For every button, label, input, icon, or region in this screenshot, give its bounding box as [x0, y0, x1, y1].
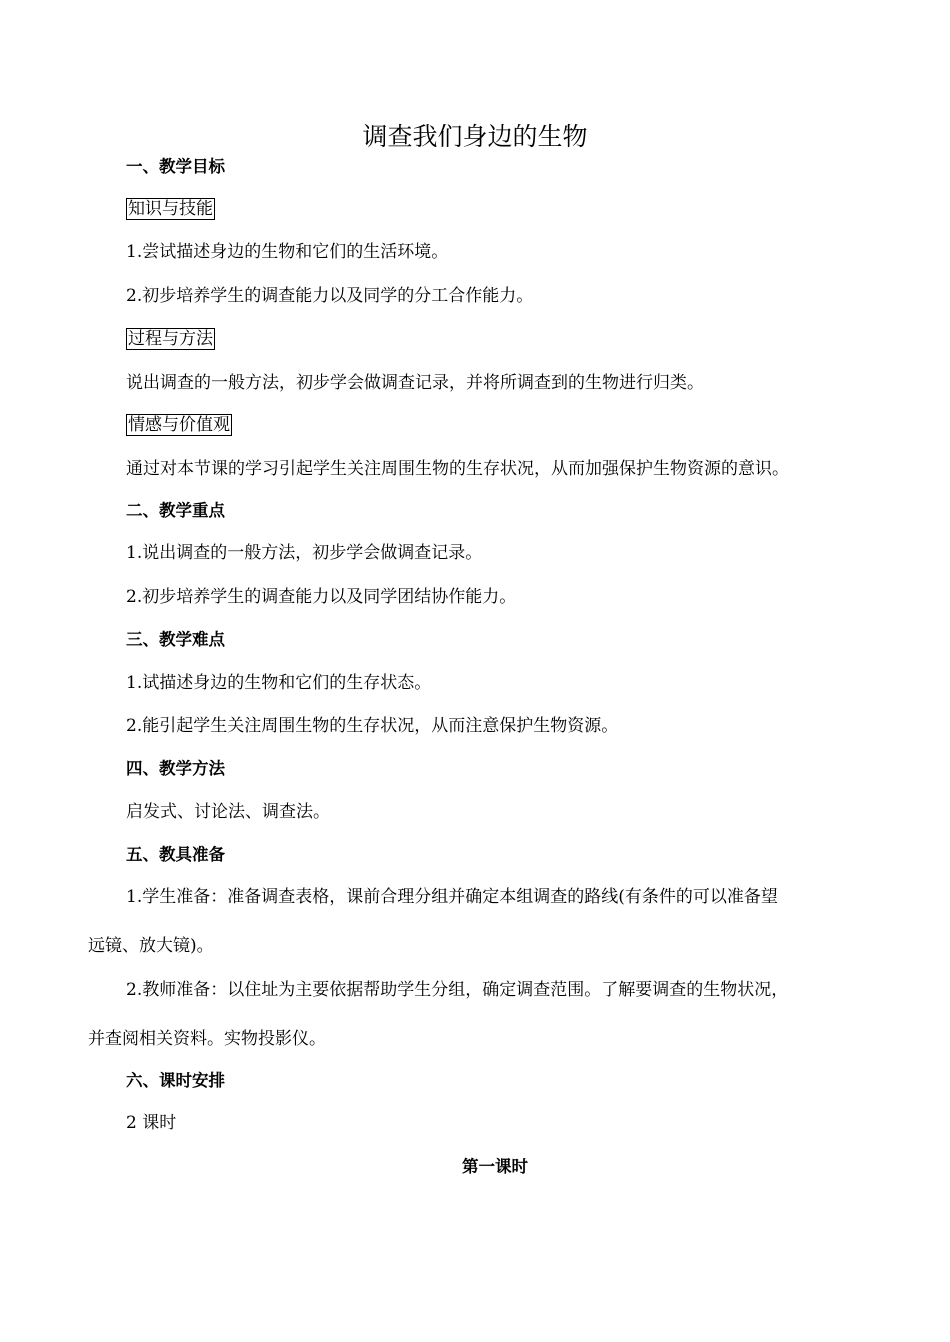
- lesson-one-heading: 第一课时: [462, 1157, 528, 1176]
- subheading-emotion-values: [126, 414, 232, 436]
- section-heading-schedule: 六、课时安排: [126, 1071, 225, 1090]
- subheading-knowledge-skills: [126, 198, 215, 220]
- methods-text: 启发式、讨论法、调查法。: [126, 802, 330, 822]
- boxed-label: 知识与技能: [128, 199, 213, 219]
- section-heading-methods: 四、教学方法: [126, 759, 225, 778]
- key-point-item-2: 2.初步培养学生的调查能力以及同学团结协作能力。: [126, 587, 517, 607]
- materials-item-1-line-2: 远镜、放大镜)。: [88, 936, 214, 956]
- materials-item-1-line-1: 1.学生准备：准备调查表格，课前合理分组并确定本组调查的路线(有条件的可以准备望: [126, 887, 778, 907]
- materials-item-2-line-1: 2.教师准备：以住址为主要依据帮助学生分组，确定调查范围。了解要调查的生物状况，: [126, 980, 789, 1000]
- section-heading-materials: 五、教具准备: [126, 845, 225, 864]
- section-heading-key-points: 二、教学重点: [126, 501, 225, 520]
- section-heading-objectives: 一、教学目标: [126, 157, 225, 176]
- subheading-process-method: [126, 328, 215, 350]
- materials-item-2-line-2: 并查阅相关资料。实物投影仪。: [88, 1029, 326, 1049]
- difficulty-item-1: 1.试描述身边的生物和它们的生存状态。: [126, 673, 432, 693]
- boxed-label: 情感与价值观: [128, 415, 230, 435]
- section-heading-difficulties: 三、教学难点: [126, 630, 225, 649]
- process-method-text: 说出调查的一般方法，初步学会做调查记录，并将所调查到的生物进行归类。: [126, 373, 704, 393]
- objective-item-1: 1.尝试描述身边的生物和它们的生活环境。: [126, 242, 449, 262]
- objective-item-2: 2.初步培养学生的调查能力以及同学的分工合作能力。: [126, 286, 534, 306]
- difficulty-item-2: 2.能引起学生关注周围生物的生存状况，从而注意保护生物资源。: [126, 716, 619, 736]
- schedule-text: 2 课时: [126, 1113, 177, 1133]
- key-point-item-1: 1.说出调查的一般方法，初步学会做调查记录。: [126, 543, 483, 563]
- page-title: 调查我们身边的生物: [362, 122, 588, 151]
- emotion-values-text: 通过对本节课的学习引起学生关注周围生物的生存状况，从而加强保护生物资源的意识。: [126, 459, 789, 479]
- boxed-label: 过程与方法: [128, 329, 213, 349]
